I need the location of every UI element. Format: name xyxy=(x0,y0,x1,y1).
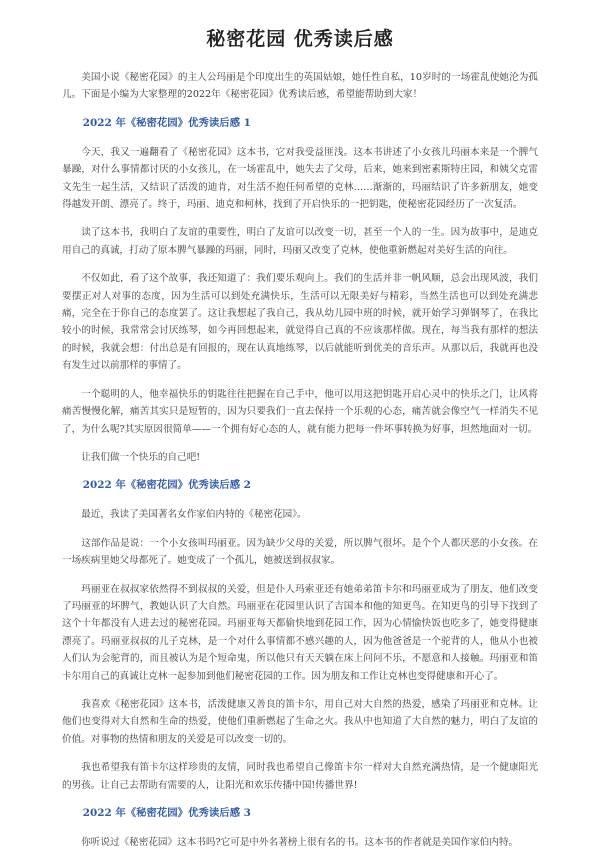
paragraph: 我也希望我有笛卡尔这样珍贵的友情，同时我也希望自己像笛卡尔一样对大自然充满热情，是一个健康阳光的男孩。让自己去帮助有需要的人，让阳光和欢乐传播中国!传播世界! xyxy=(62,762,538,791)
paragraph: 玛丽亚在叔叔家依然得不到叔叔的关爱，但是仆人玛索亚还有她弟弟笛卡尔和玛丽亚成为了朋友，他们改变了玛丽亚的坏脾气，教她认识了大自然。玛丽亚在花园里认识了吉国本和他的知更鸟。在知更鸟的引导下找到了这个十年都没有人进去过的秘密花园。玛丽亚每天都偷快地到花园工作，因为心情愉快饭也吃多了，她变得健康漂亮了。玛丽亚叔叔的儿子克林，是一个对什么事情都不感兴趣的人，因为他爸爸是一个驼背的人，他从小也被人们认为会驼背的，而且被认为是个短命鬼，所以他只有天天躺在床上问问不乐，不愿意和人接触。玛丽亚和笛卡尔用自己的真诚让克林一起参加到他们秘密花园的工作。因为朋友和工作让克林也变得健康和开心了。 xyxy=(62,583,538,682)
paragraph: 一个聪明的人，他幸福快乐的钥匙往往把握在自己手中，他可以用这把钥匙开启心灵中的快乐之门，让风将痛苦慢慢化解，痛苦其实只是短暂的，因为只要我们一直去保持一个乐观的心态，痛苦就会像空气一样消失不见了，为什么呢?其实原因很简单——一个拥有好心态的人，就有能力把每一件坏事转换为好事，坦然地面对一切。 xyxy=(62,388,538,435)
section-1-heading: 2022 年《秘密花园》优秀读后感 1 xyxy=(82,116,251,129)
intro-paragraph: 美国小说《秘密花园》的主人公玛丽是个印度出生的英国姑娘，她任性自私，10岁时的一场霍乱使她沦为孤儿。下面是小编为大家整理的2022年《秘密花园》优秀读后感，希望能帮助到大家！ xyxy=(62,72,538,101)
paragraph: 最近，我读了美国著名女作家伯内特的《秘密花园》。 xyxy=(81,509,307,521)
paragraph: 读了这本书，我明白了友谊的重要性，明白了友谊可以改变一切，甚至一个人的一生。因为故事中，是迪克用自己的真诚，打动了原本脾气暴躁的玛丽，同时，玛丽又改变了克林，使他重新燃起对美好生活的向往。 xyxy=(62,227,538,256)
paragraph: 我喜欢《秘密花园》这本书，活泼健康又善良的笛卡尔，用自己对大自然的热爱，感染了玛丽亚和克林。让他们也变得对大自然和生命的热爱，使他们重新燃起了生命之火。我从中也知道了大自然的魅力，明白了友谊的价值。对事物的热情和朋友的关爱是可以改变一切的。 xyxy=(62,698,538,745)
paragraph: 让我们做一个快乐的自己吧! xyxy=(81,451,201,463)
paragraph: 不仅如此，看了这个故事，我还知道了：我们要乐观向上。我们的生活并非一帆风顺，总会出现风波，我们要摆正对人对事的态度，因为生活可以到处充满快乐，生活可以无限美好与精彩，当然生活也可以到处充满悲痛，完全在于你自己的态度罢了。这让我想起了我自己，我从幼儿园中班的时候，就开始学习弹钢琴了，在我比较小的时候，我常常会讨厌练琴，如今再回想起来，就觉得自己真的不应该那样做。现在，每当我有那样的想法的时候，我就会想：付出总是有回报的，现在认真地练琴，以后就能听到优美的音乐声。从那以后，我就再也没有发生过以前那样的事情了。 xyxy=(62,273,538,372)
paragraph: 你听说过《秘密花园》这本书吗?它可是中外名著榜上很有名的书。这本书的作者就是美国作家伯内特。 xyxy=(81,837,519,848)
section-2-heading: 2022 年《秘密花园》优秀读后感 2 xyxy=(82,479,251,492)
paragraph: 今天，我又一遍翻看了《秘密花园》这本书，它对我受益匪浅。这本书讲述了小女孩儿玛丽本来是一个脾气暴躁，对什么事情都讨厌的小女孩儿，在一场霍乱中，她失去了父母，后来，她来到密素斯特庄园，和姨父克雷文先生一起生活，又结识了活泼的迪肯，对生活不抱任何希望的克林……渐渐的，玛丽结识了许多新朋友，她变得越发开朗、漂亮了。终于，玛丽、迪克和柯林，找到了开启快乐的一把钥匙，使秘密花园经历了一次复活。 xyxy=(62,146,538,211)
section-3-heading: 2022 年《秘密花园》优秀读后感 3 xyxy=(82,807,251,819)
page-title: 秘密花园 优秀读后感 xyxy=(206,28,394,50)
paragraph: 这部作品是说：一个小女孩叫玛丽亚。因为缺少父母的关爱，所以脾气很坏。是个个人都厌恶的小女孩。在一场疾病里她父母都死了。她变成了一个孤儿，她被送到叔叔家。 xyxy=(62,537,538,567)
